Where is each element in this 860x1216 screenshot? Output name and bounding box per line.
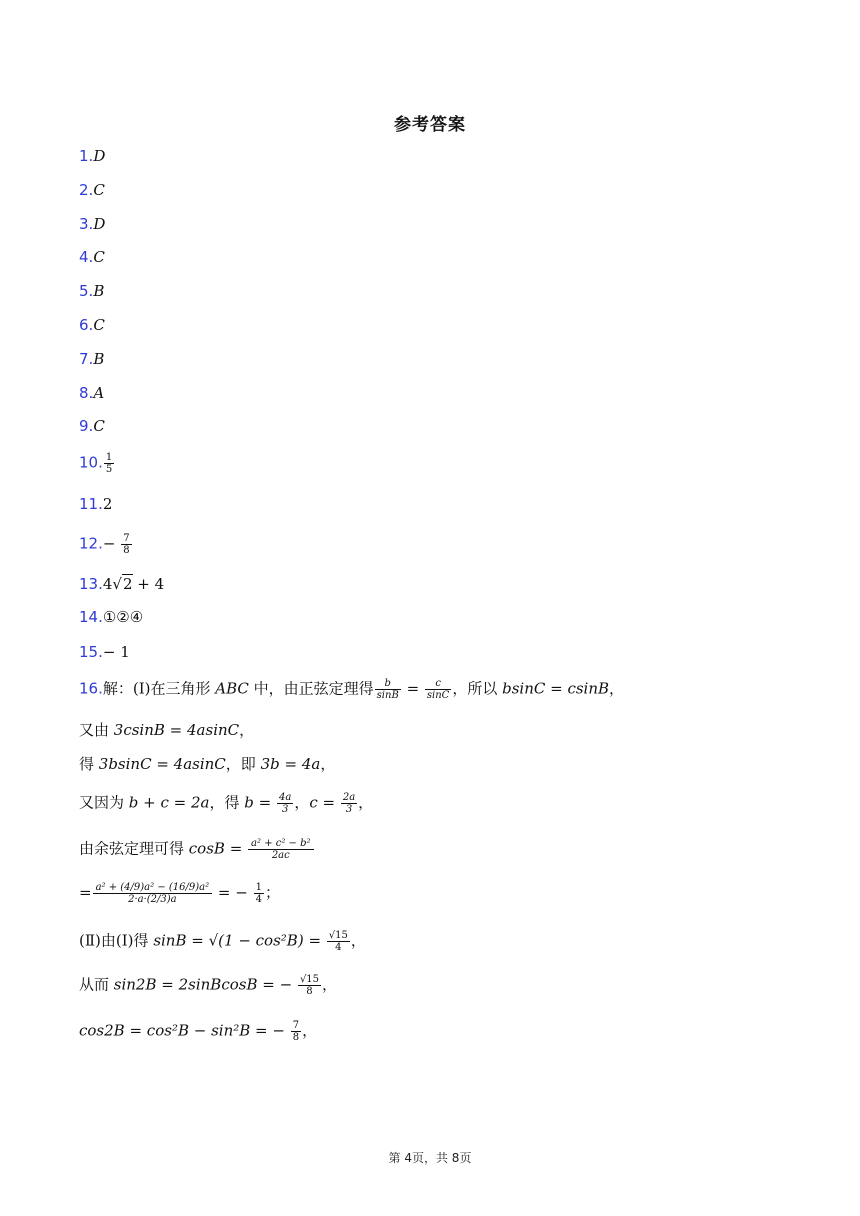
answer-number: 10. — [79, 453, 103, 472]
text: = — [401, 679, 424, 698]
text: 又由 — [79, 721, 114, 739]
answer-value: B — [93, 350, 105, 368]
answer-number: 16. — [79, 679, 103, 698]
text: (Ⅱ)由(Ⅰ)得 — [79, 931, 154, 950]
text: ，即 — [225, 755, 261, 773]
text: ， — [302, 1021, 318, 1040]
answer-tail: + 4 — [132, 575, 165, 593]
solution-16-line-3 — [79, 754, 335, 774]
answer-number: 4. — [79, 248, 94, 266]
page-footer: 第 4页，共 8页 — [388, 1151, 472, 1165]
answer-value: A — [93, 384, 105, 402]
answer-number: 2. — [79, 181, 94, 199]
text: 得 — [79, 755, 99, 773]
fraction: $\frac{4a}{3}$ — [278, 792, 292, 815]
minus-sign: − — [102, 534, 116, 553]
text: ， — [322, 975, 338, 994]
math: b + c = 2a — [128, 793, 210, 812]
solution-16-line-5 — [79, 838, 315, 861]
answer-value: C — [93, 316, 105, 334]
text: ， — [609, 679, 625, 698]
math: sin2B = 2sinBcosB = − — [113, 975, 297, 994]
answer-11 — [79, 494, 112, 514]
answer-row — [79, 180, 105, 200]
math: cos2B = cos²B − sin²B = − — [79, 1021, 290, 1040]
text: ， — [358, 793, 374, 812]
math: sinB = √(1 − cos²B) = — [153, 931, 326, 950]
solution-16-line-9 — [79, 1020, 317, 1043]
solution-16-line-6: = $\frac{\text{a² + (4/9)a² − (16/9)a²}}{2\cdot a\cdot(2/3)a}$ = − $\frac{1}{4}$ ； — [79, 882, 280, 905]
fraction: $\frac{2a}{3}$ — [342, 792, 356, 815]
answer-row — [79, 247, 105, 267]
answer-row — [79, 281, 104, 301]
fraction: $\frac{1}{4}$ — [255, 882, 262, 905]
math: cosB = — [188, 839, 248, 858]
solution-16-line-8 — [79, 974, 337, 997]
radicand: 2 — [122, 575, 133, 593]
text: = − — [213, 883, 253, 902]
fraction: $\frac{7}{8}$ — [123, 533, 130, 556]
fraction: $\frac{√15}{4}$ — [328, 930, 348, 953]
text: 中，由正弦定理得 — [248, 679, 374, 698]
answer-number: 5. — [79, 282, 94, 300]
math: 3bsinC = 4asinC — [98, 755, 226, 773]
answer-number: 1. — [79, 147, 94, 165]
text: 又因为 — [79, 793, 129, 812]
answer-number: 15. — [79, 643, 103, 661]
answer-value: D — [93, 147, 106, 165]
math: b = — [244, 793, 276, 812]
answer-value: C — [93, 417, 105, 435]
answer-row — [79, 315, 105, 335]
text: ， — [239, 721, 255, 739]
math: 3csinB = 4asinC — [113, 721, 240, 739]
answer-12 — [79, 533, 133, 556]
solution-16-line-2 — [79, 720, 254, 740]
math: 3b = 4a — [260, 755, 321, 773]
answer-value: ①②④ — [102, 608, 144, 626]
answer-13: 13.4√2 + 4 — [79, 575, 165, 593]
fraction: $\frac{√15}{8}$ — [299, 974, 320, 997]
solution-16-line-1 — [79, 678, 624, 701]
answer-number: 12. — [79, 534, 103, 553]
answer-number: 9. — [79, 417, 94, 435]
answer-row — [79, 416, 105, 436]
text: ， — [294, 793, 310, 812]
math: c = — [309, 793, 340, 812]
text: 由余弦定理可得 — [79, 839, 189, 858]
coefficient: 4 — [102, 575, 113, 593]
solution-16-line-7 — [79, 930, 366, 953]
answer-number: 3. — [79, 215, 94, 233]
answer-value: − 1 — [102, 643, 130, 661]
text: 解：(Ⅰ)在三角形 — [102, 679, 216, 698]
answer-value: C — [93, 248, 105, 266]
answer-number: 13. — [79, 575, 103, 593]
solution-16-line-4 — [79, 792, 373, 815]
text: ； — [264, 883, 280, 902]
answer-number: 11. — [79, 495, 103, 513]
fraction: $\frac{7}{8}$ — [292, 1020, 300, 1043]
text: ，所以 — [452, 679, 503, 698]
text: ，得 — [209, 793, 245, 812]
answer-value: 2 — [102, 495, 113, 513]
answer-row — [79, 214, 105, 234]
fraction: $\frac{\text{a² + c² − b²}}{2ac}$ — [248, 838, 313, 861]
fraction: $\frac{\text{a² + (4/9)a² − (16/9)a²}}{2\cdot a\cdot(2/3)a}$ — [93, 882, 213, 905]
answer-14 — [79, 607, 143, 627]
answer-number: 8. — [79, 384, 94, 402]
math: bsinC = csinB — [502, 679, 610, 698]
page-title: 参考答案 — [394, 115, 466, 135]
text: ， — [350, 931, 366, 950]
answer-row — [79, 383, 104, 403]
answer-value: D — [93, 215, 106, 233]
answer-row — [79, 146, 105, 166]
answer-number: 7. — [79, 350, 94, 368]
text: 从而 — [79, 975, 114, 994]
fraction: $\frac{b}{\sin B}$ — [376, 678, 399, 701]
answer-row — [79, 349, 104, 369]
fraction: $\frac{c}{\sin C}$ — [426, 678, 450, 701]
answer-number: 14. — [79, 608, 103, 626]
answer-value: C — [93, 181, 105, 199]
fraction: $\frac{1}{5}$ — [105, 452, 113, 475]
text: ， — [320, 755, 336, 773]
math: ABC — [215, 679, 249, 698]
answer-value: B — [93, 282, 105, 300]
answer-15 — [79, 642, 130, 662]
answer-number: 6. — [79, 316, 94, 334]
answer-10 — [79, 452, 115, 475]
